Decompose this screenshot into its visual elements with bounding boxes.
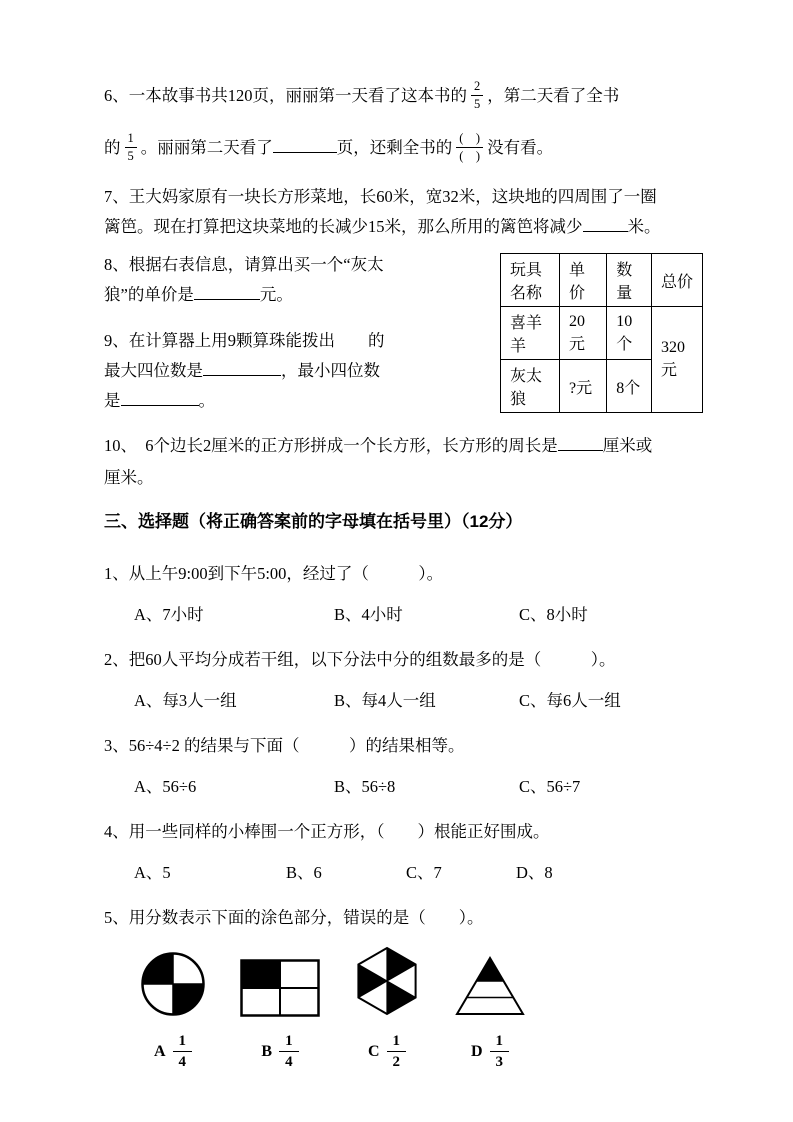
fraction-two-fifths <box>471 79 483 112</box>
answer-blank <box>203 359 281 376</box>
section-3-title: 三、选择题（将正确答案前的字母填在括号里）（12分） <box>104 512 523 531</box>
fraction-one-third <box>490 1032 510 1071</box>
fraction-one-fifth <box>125 131 137 164</box>
figure-d-item <box>454 955 526 1071</box>
q8-text-c: 元。 <box>259 285 293 304</box>
q10-text-b: 厘米或 <box>602 436 653 455</box>
choice-question-3 <box>104 732 703 801</box>
q9-line-2 <box>104 356 500 386</box>
q6-text-e: 页，还剩全书的 <box>336 138 453 157</box>
q9-text-b: 最大四位数是 <box>104 361 203 380</box>
option-a: A、56÷6 <box>134 777 197 796</box>
fraction-numerator: 2 <box>471 79 483 96</box>
answer-blank <box>121 389 199 406</box>
fraction-numerator: 1 <box>490 1032 510 1052</box>
choice-question-1 <box>104 560 703 629</box>
q6-text-f: 没有看。 <box>487 138 554 157</box>
q7-line-2 <box>104 212 703 242</box>
question-8 <box>104 250 500 310</box>
table-cell: 20元 <box>560 307 607 360</box>
table-header-cell: 数量 <box>607 254 652 307</box>
q7-text-b: 篱笆。现在打算把这块菜地的长减少15米，那么所用的篱笆将减少 <box>104 217 583 236</box>
fraction-numerator: ( ) <box>456 131 483 148</box>
q7-text-a: 7、王大妈家原有一块长方形菜地，长60米，宽32米，这块地的四周围了一圈 <box>104 187 657 206</box>
q7-text-c: 米。 <box>627 217 661 236</box>
option-c: C、56÷7 <box>519 777 581 796</box>
q9-line-3 <box>104 386 500 416</box>
figure-letter: A <box>153 1042 166 1060</box>
fraction-denominator: 4 <box>285 1054 293 1070</box>
option-b: B、每4人一组 <box>334 691 436 710</box>
hexagon-sixths-figure <box>354 945 420 1022</box>
option-a: A、每3人一组 <box>134 691 237 710</box>
q7-line-1 <box>104 182 703 212</box>
c1-stem: 1、从上午9:00到下午5:00，经过了（ ）。 <box>104 564 444 583</box>
figure-b-item <box>240 959 320 1071</box>
q8-text-a: 8、根据右表信息，请算出买一个“灰太 <box>104 255 384 274</box>
option-d: D、8 <box>516 863 553 882</box>
figure-letter: C <box>367 1042 380 1060</box>
c5-figures-row <box>104 945 703 1071</box>
figure-letter: D <box>470 1042 483 1060</box>
option-b: B、56÷8 <box>334 777 396 796</box>
q6-text-a: 6、一本故事书共120页，丽丽第一天看了这本书的 <box>104 86 467 105</box>
c4-options <box>104 859 703 887</box>
q10-line-1 <box>104 430 703 462</box>
option-b: B、6 <box>286 863 322 882</box>
figure-a-label <box>154 1032 192 1071</box>
option-b: B、4小时 <box>334 605 403 624</box>
choice-question-2 <box>104 646 703 715</box>
question-8-9-block <box>104 250 703 416</box>
table-header-cell: 单价 <box>560 254 607 307</box>
table-header-cell: 玩具名称 <box>501 254 560 307</box>
option-c: C、每6人一组 <box>519 691 621 710</box>
fraction-denominator: 3 <box>495 1054 504 1070</box>
q6-line-2 <box>104 122 703 174</box>
fraction-denominator: ( ) <box>459 148 481 163</box>
table-cell: 喜羊羊 <box>501 307 560 360</box>
fraction-blank-parentheses <box>456 131 483 164</box>
figure-c-label <box>368 1032 406 1071</box>
table-cell: 8个 <box>607 360 652 413</box>
question-10 <box>104 430 703 494</box>
figure-c-item <box>354 945 420 1071</box>
figure-d-label <box>471 1032 509 1071</box>
q9-text-a: 9、在计算器上用9颗算珠能拨出 的 <box>104 331 385 350</box>
q10-text-a: 10、 6个边长2厘米的正方形拼成一个长方形，长方形的周长是 <box>104 436 558 455</box>
q9-text-e: 。 <box>198 391 215 410</box>
quartered-circle-figure <box>140 951 206 1022</box>
table-cell: 10个 <box>607 307 652 360</box>
toy-price-table <box>500 253 703 413</box>
fraction-denominator: 2 <box>392 1054 401 1070</box>
q8-line-1 <box>104 250 500 280</box>
fraction-one-fourth <box>279 1032 299 1071</box>
q8-line-2 <box>104 280 500 310</box>
table-cell: ?元 <box>560 360 607 413</box>
q9-text-c: ，最小四位数 <box>281 361 380 380</box>
option-a: A、7小时 <box>134 605 204 624</box>
answer-blank <box>583 215 628 232</box>
figure-b-label <box>261 1032 298 1071</box>
c1-options <box>104 601 703 629</box>
c4-stem: 4、用一些同样的小棒围一个正方形，（ ）根能正好围成。 <box>104 822 550 841</box>
figure-letter: B <box>261 1042 273 1060</box>
c2-stem: 2、把60人平均分成若干组，以下分法中分的组数最多的是（ ）。 <box>104 650 616 669</box>
question-7 <box>104 182 703 242</box>
quartered-rectangle-figure <box>240 959 320 1022</box>
choice-question-5 <box>104 904 703 1071</box>
q6-text-b: ，第二天看了全书 <box>487 86 620 105</box>
fraction-numerator: 1 <box>125 131 137 148</box>
question-6 <box>104 70 703 174</box>
fraction-denominator: 5 <box>474 96 481 111</box>
option-c: C、7 <box>406 863 442 882</box>
choice-question-4 <box>104 818 703 887</box>
answer-blank <box>273 136 337 153</box>
q6-line-1 <box>104 70 703 122</box>
table-cell: 灰太狼 <box>501 360 560 413</box>
table-cell-total-merged: 320元 <box>651 307 702 413</box>
c3-options <box>104 773 703 801</box>
answer-blank <box>558 434 603 451</box>
q10-text-c: 厘米。 <box>104 468 154 487</box>
table-row <box>501 307 703 360</box>
option-a: A、5 <box>134 863 171 882</box>
q9-text-d: 是 <box>104 391 121 410</box>
q9-line-1 <box>104 326 500 356</box>
option-c: C、8小时 <box>519 605 588 624</box>
fraction-numerator: 1 <box>279 1032 299 1052</box>
q10-line-2 <box>104 462 703 494</box>
q6-text-c: 的 <box>104 138 121 157</box>
figure-a-item <box>140 951 206 1071</box>
fraction-numerator: 1 <box>387 1032 407 1052</box>
table-header-cell: 总价 <box>651 254 702 307</box>
fraction-denominator: 5 <box>127 148 134 163</box>
c3-stem: 3、56÷4÷2 的结果与下面（ ）的结果相等。 <box>104 736 465 755</box>
question-9 <box>104 326 500 416</box>
q6-text-d: 。丽丽第二天看了 <box>140 138 273 157</box>
answer-blank <box>194 283 260 300</box>
triangle-thirds-figure <box>454 955 526 1022</box>
fraction-one-half <box>387 1032 407 1071</box>
q8-text-b: 狼”的单价是 <box>104 285 194 304</box>
fraction-numerator: 1 <box>173 1032 193 1052</box>
fraction-denominator: 4 <box>178 1054 187 1070</box>
fraction-one-fourth <box>173 1032 193 1071</box>
q8-q9-text-column <box>104 250 500 416</box>
c5-stem: 5、用分数表示下面的涂色部分，错误的是（ ）。 <box>104 908 484 927</box>
table-header-row <box>501 254 703 307</box>
c2-options <box>104 687 703 715</box>
